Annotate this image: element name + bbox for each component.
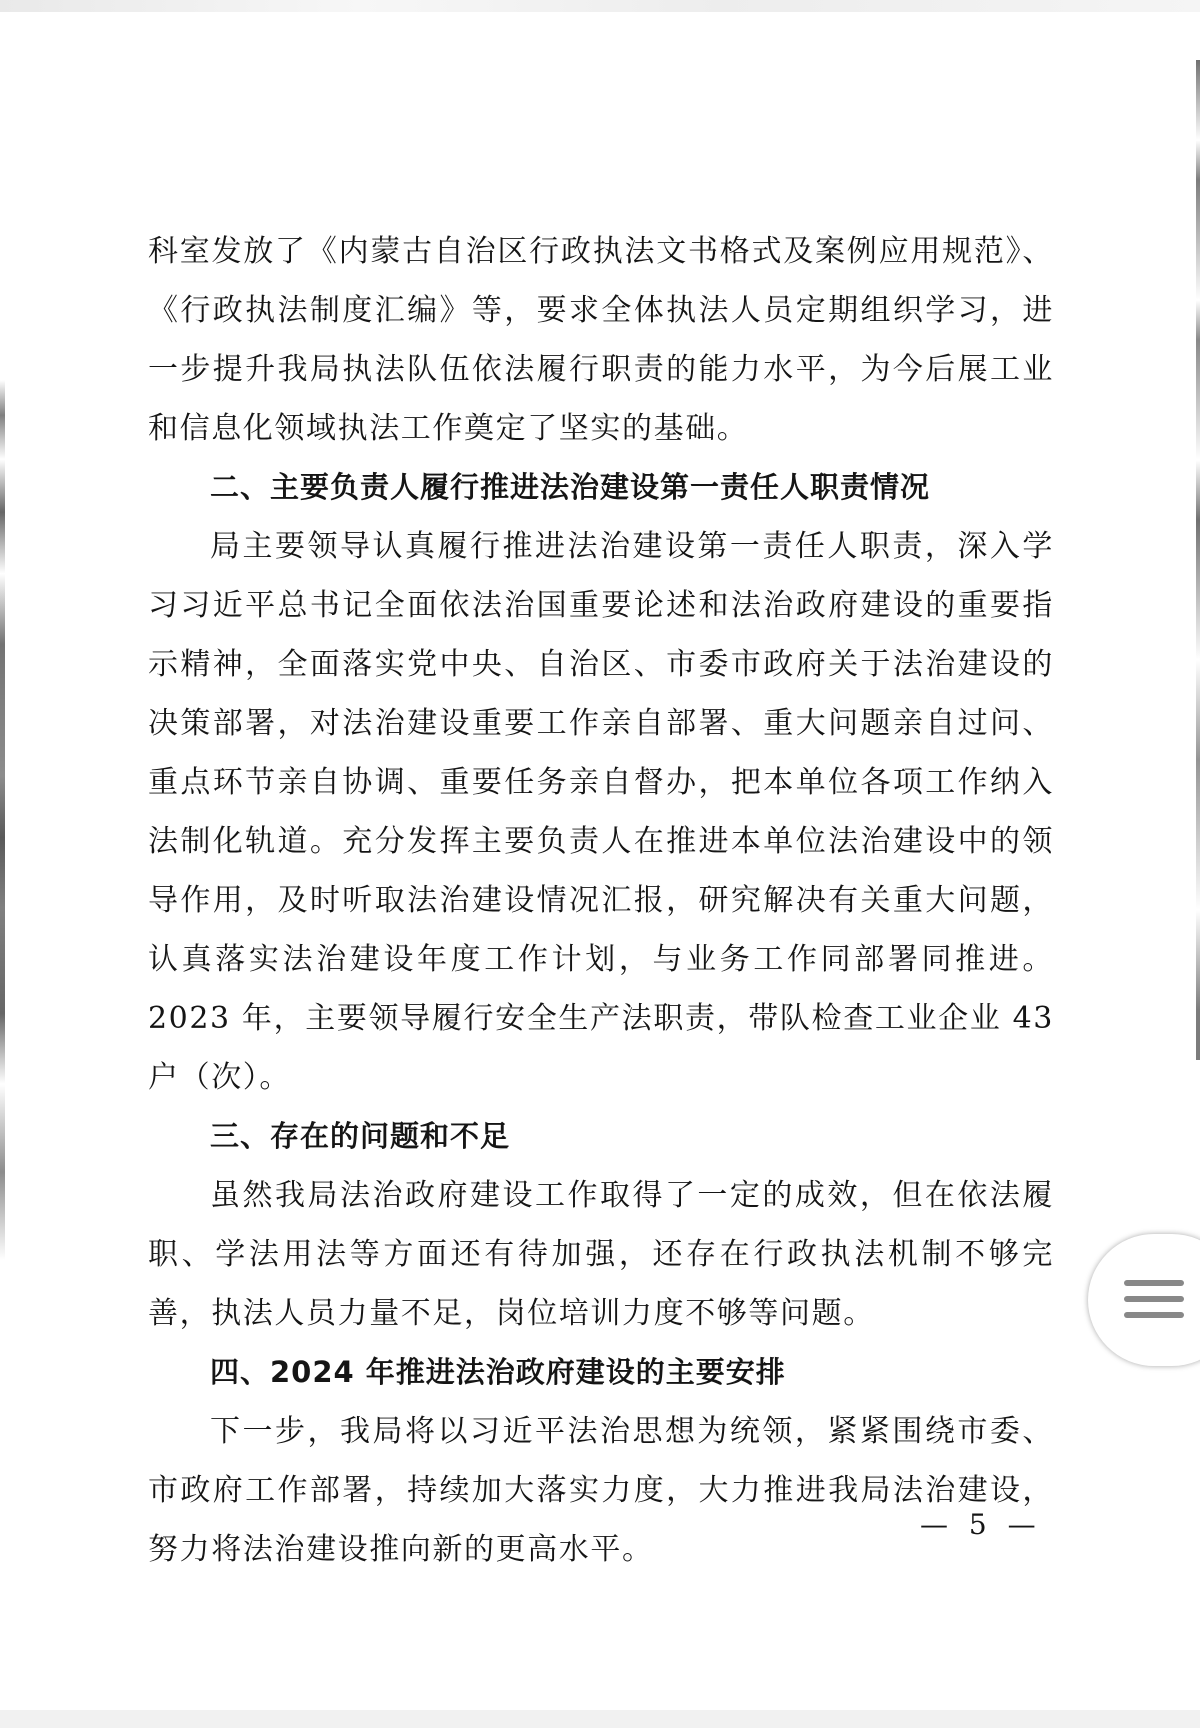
section-heading-2: 二、主要负责人履行推进法治建设第一责任人职责情况 bbox=[210, 470, 931, 504]
section-heading-4: 四、2024 年推进法治政府建设的主要安排 bbox=[210, 1355, 786, 1389]
scan-bottom-edge bbox=[0, 1710, 1200, 1728]
scan-right-edge bbox=[1196, 60, 1200, 1060]
floating-menu-button[interactable] bbox=[1088, 1234, 1200, 1366]
paragraph-next-steps: 下一步，我局将以习近平法治思想为统领，紧紧围绕市委、市政府工作部署，持续加大落实力度，大力推进我局法治建设，努力将法治建设推向新的更高水平。 bbox=[148, 1414, 1054, 1567]
scan-left-edge bbox=[0, 380, 5, 1260]
hamburger-menu-icon bbox=[1124, 1280, 1184, 1328]
paragraph-continuation: 科室发放了《内蒙古自治区行政执法文书格式及案例应用规范》、《行政执法制度汇编》等，要求全体执法人员定期组织学习，进一步提升我局执法队伍依法履行职责的能力水平，为今后展工业和信息化领域执法工作奠定了坚实的基础。 bbox=[148, 234, 1054, 446]
scan-top-edge bbox=[0, 0, 1200, 12]
paragraph-problems: 虽然我局法治政府建设工作取得了一定的成效，但在依法履职、学法用法等方面还有待加强，还存在行政执法机制不够完善，执法人员力量不足，岗位培训力度不够等问题。 bbox=[148, 1178, 1054, 1331]
section-heading-3: 三、存在的问题和不足 bbox=[210, 1119, 511, 1153]
page-number: — 5 — bbox=[920, 1508, 1042, 1541]
document-page bbox=[148, 222, 1054, 1579]
paragraph-leader-duties: 局主要领导认真履行推进法治建设第一责任人职责，深入学习习近平总书记全面依法治国重要论述和法治政府建设的重要指示精神，全面落实党中央、自治区、市委市政府关于法治建设的决策部署，对法治建设重要工作亲自部署、重大问题亲自过问、重点环节亲自协调、重要任务亲自督办，把本单位各项工作纳入法制化轨道。充分发挥主要负责人在推进本单位法治建设中的领导作用，及时听取法治建设情况汇报，研究解决有关重大问题，认真落实法治建设年度工作计划，与业务工作同部署同推进。2023 年，主要领导履行安全生产法职责，带队检查工业企业 43 户（次）。 bbox=[148, 529, 1054, 1095]
